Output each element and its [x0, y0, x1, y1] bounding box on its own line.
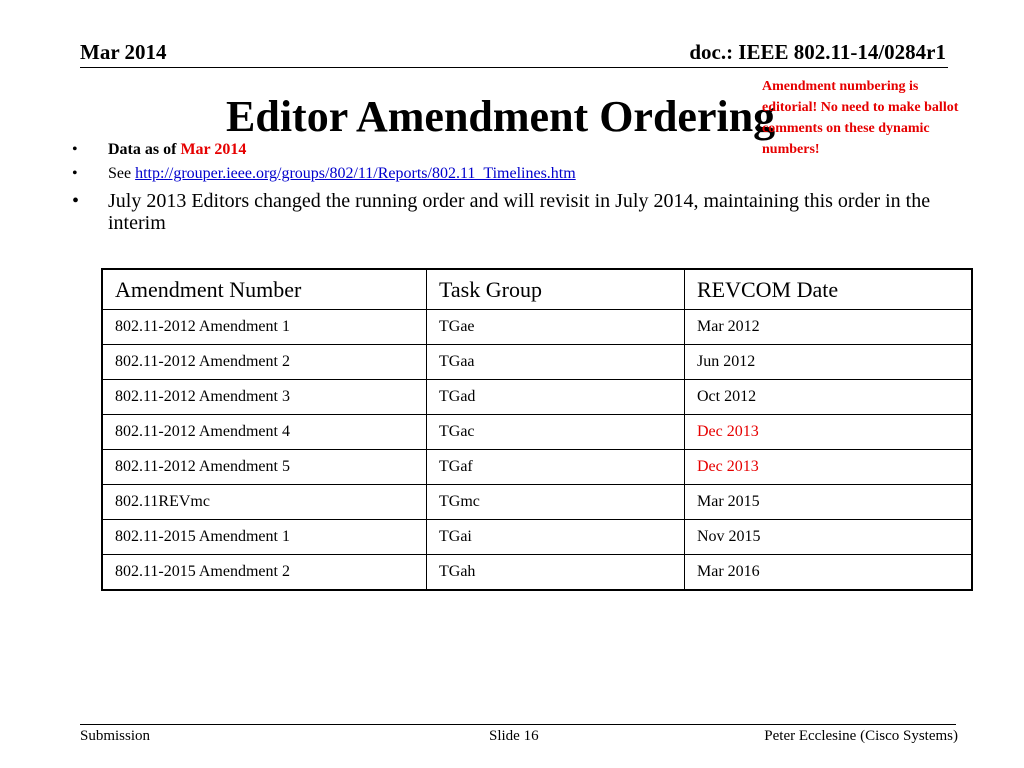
footer-submission: Submission	[80, 728, 151, 744]
footer-author: Peter Ecclesine (Cisco Systems)	[764, 728, 958, 744]
table-row	[102, 520, 972, 555]
column-header-revcom-date: REVCOM Date	[685, 269, 973, 310]
bullet-data-prefix: Data as of	[108, 141, 181, 158]
revcom-date-cell: Oct 2012	[685, 380, 973, 415]
table-row	[102, 485, 972, 520]
revcom-date-cell: Mar 2015	[685, 485, 973, 520]
revcom-date-cell: Dec 2013	[685, 415, 973, 450]
task-group-cell: TGad	[427, 380, 685, 415]
task-group-cell: TGmc	[427, 485, 685, 520]
revcom-date-cell: Dec 2013	[685, 450, 973, 485]
table-row	[102, 380, 972, 415]
amendment-cell: 802.11-2015 Amendment 1	[102, 520, 427, 555]
bullet-running-order	[72, 190, 952, 234]
column-header-amendment-number: Amendment Number	[102, 269, 427, 310]
bullet-glyph: •	[72, 165, 78, 182]
footer-slide-number: Slide 16	[489, 728, 539, 744]
amendment-cell: 802.11-2012 Amendment 2	[102, 345, 427, 380]
amendment-cell: 802.11-2012 Amendment 4	[102, 415, 427, 450]
amendment-cell: 802.11REVmc	[102, 485, 427, 520]
slide-title: Editor Amendment Ordering	[226, 92, 776, 141]
bullet-see-link	[72, 162, 952, 186]
task-group-cell: TGah	[427, 555, 685, 591]
amendment-table	[101, 268, 973, 591]
amendment-cell: 802.11-2012 Amendment 3	[102, 380, 427, 415]
table-row	[102, 310, 972, 345]
revcom-date-cell: Jun 2012	[685, 345, 973, 380]
table-row	[102, 555, 972, 591]
amendment-cell: 802.11-2012 Amendment 1	[102, 310, 427, 345]
footer-rule	[80, 724, 956, 725]
column-header-task-group: Task Group	[427, 269, 685, 310]
bullet-list	[72, 138, 952, 234]
editorial-note: Amendment numbering is editorial! No need to make ballot comments on these dynamic numbers!	[762, 79, 959, 157]
revcom-date-cell: Mar 2012	[685, 310, 973, 345]
bullet-running-order-text: July 2013 Editors changed the running order and will revisit in July 2014, maintaining this order in the interim	[108, 190, 931, 234]
table-body	[102, 310, 972, 591]
task-group-cell: TGac	[427, 415, 685, 450]
timelines-link[interactable]: http://grouper.ieee.org/groups/802/11/Reports/802.11_Timelines.htm	[135, 165, 576, 182]
header-rule	[80, 67, 948, 68]
header-doc-id: doc.: IEEE 802.11-14/0284r1	[689, 40, 946, 64]
bullet-see-prefix: See	[108, 165, 136, 182]
table-header-row	[102, 269, 972, 310]
header-date: Mar 2014	[80, 40, 167, 64]
revcom-date-cell: Mar 2016	[685, 555, 973, 591]
task-group-cell: TGae	[427, 310, 685, 345]
task-group-cell: TGaa	[427, 345, 685, 380]
table-row	[102, 415, 972, 450]
table-row	[102, 345, 972, 380]
table-row	[102, 450, 972, 485]
task-group-cell: TGai	[427, 520, 685, 555]
bullet-glyph: •	[72, 190, 80, 212]
task-group-cell: TGaf	[427, 450, 685, 485]
bullet-data-as-of	[72, 138, 952, 162]
amendment-cell: 802.11-2015 Amendment 2	[102, 555, 427, 591]
revcom-date-cell: Nov 2015	[685, 520, 973, 555]
amendment-cell: 802.11-2012 Amendment 5	[102, 450, 427, 485]
bullet-glyph: •	[72, 141, 78, 158]
bullet-data-date: Mar 2014	[180, 141, 247, 158]
